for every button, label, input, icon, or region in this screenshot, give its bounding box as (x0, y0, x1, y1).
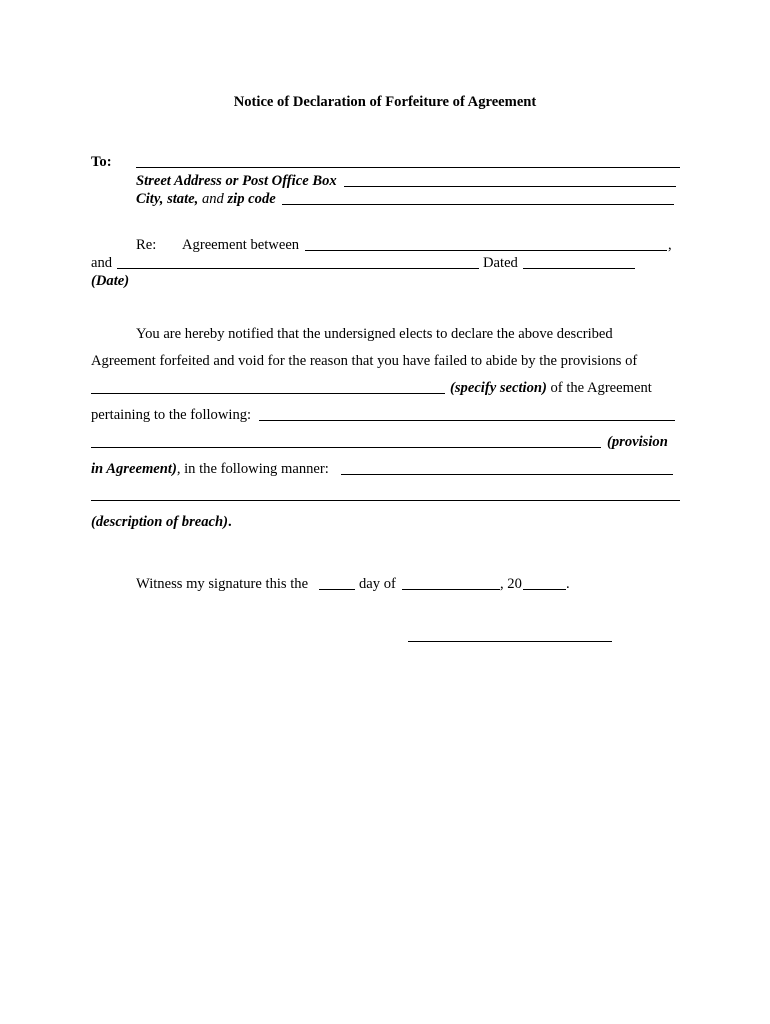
breach-period: . (228, 514, 232, 530)
city-zip-line (136, 190, 276, 208)
re-label: Re: (136, 237, 157, 253)
witness-month-blank[interactable] (402, 589, 500, 590)
pertaining-blank[interactable] (259, 420, 675, 421)
date-label: (Date) (91, 273, 130, 289)
body-line-1: You are hereby notified that the undersigned elects to declare the above described (136, 326, 613, 342)
provision-blank[interactable] (91, 447, 601, 448)
and-word: and (198, 191, 228, 207)
zip-code-label: zip code (227, 191, 276, 207)
witness-text-4: . (566, 576, 570, 592)
provision-label: (provision (607, 434, 668, 450)
city-zip-blank[interactable] (282, 204, 674, 205)
witness-text-2: day of (359, 576, 396, 592)
and-label: and (91, 255, 113, 271)
street-address-blank[interactable] (344, 186, 676, 187)
description-of-breach-label: (description of breach) (91, 514, 229, 530)
pertaining-label: pertaining to the following: (91, 407, 252, 423)
party-two-blank[interactable] (117, 268, 479, 269)
section-blank[interactable] (91, 393, 445, 394)
body-line-2: Agreement forfeited and void for the reason that you have failed to abide by the provisions of (91, 353, 638, 369)
of-agreement-text: of the Agreement (546, 380, 652, 396)
agreement-between-label: Agreement between (182, 237, 300, 253)
specify-section-label: (specify section) (450, 380, 547, 396)
manner-line (91, 460, 329, 478)
signature-line[interactable] (408, 641, 612, 642)
to-label: To: (91, 154, 112, 170)
dated-label: Dated (483, 255, 518, 271)
recipient-name-blank[interactable] (136, 167, 680, 168)
street-address-label: Street Address or Post Office Box (136, 173, 337, 189)
comma: , (668, 237, 672, 253)
witness-text-3: , 20 (500, 576, 522, 592)
following-manner-text: , in the following manner: (176, 461, 329, 477)
witness-text-1: Witness my signature this the (136, 576, 309, 592)
witness-year-blank[interactable] (523, 589, 566, 590)
party-one-blank[interactable] (305, 250, 667, 251)
manner-blank[interactable] (341, 474, 673, 475)
breach-blank[interactable] (91, 500, 680, 501)
witness-day-blank[interactable] (319, 589, 355, 590)
breach-line (91, 513, 232, 531)
dated-blank[interactable] (523, 268, 635, 269)
city-state-label: City, state, (136, 191, 199, 207)
specify-section-line (450, 379, 652, 397)
in-agreement-label: in Agreement) (91, 461, 177, 477)
document-title: Notice of Declaration of Forfeiture of Agreement (233, 94, 537, 110)
